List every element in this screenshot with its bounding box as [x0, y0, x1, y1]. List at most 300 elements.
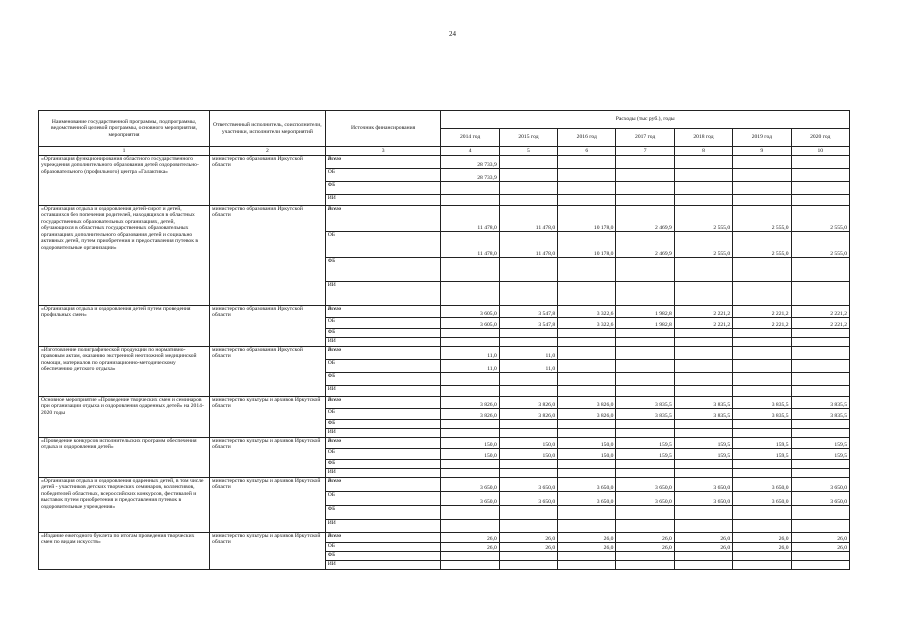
expenses-table [38, 110, 850, 570]
expense-value [499, 329, 557, 338]
expense-value [674, 420, 732, 429]
expense-value [616, 156, 674, 169]
column-index: 9 [733, 147, 791, 156]
expense-value: 3 650,0 [616, 492, 674, 506]
expense-value [674, 169, 732, 182]
expense-value: 3 605,0 [441, 318, 499, 329]
expense-value [441, 506, 499, 520]
expense-value [499, 282, 557, 306]
funding-source: ФБ [325, 460, 441, 469]
expense-value [674, 552, 732, 561]
expense-value: 26,0 [499, 533, 557, 543]
expense-value: 3 650,0 [674, 478, 732, 492]
expense-value [441, 386, 499, 397]
expense-value: 3 650,0 [733, 492, 791, 506]
column-index: 7 [616, 147, 674, 156]
expense-value [441, 329, 499, 338]
table-row [39, 478, 850, 492]
header-year: 2016 год [558, 129, 616, 147]
expense-value: 150,0 [499, 438, 557, 449]
table-row [39, 347, 850, 360]
expense-value: 159,5 [791, 449, 850, 460]
expense-value [791, 373, 850, 386]
responsible-org: министерство образования Иркутской области [210, 206, 326, 306]
expense-value [674, 156, 732, 169]
expense-value: 150,0 [558, 438, 616, 449]
expense-value [616, 386, 674, 397]
expense-value: 159,5 [733, 449, 791, 460]
expense-value [733, 552, 791, 561]
expense-value [499, 182, 557, 195]
expense-value [558, 182, 616, 195]
funding-source: ИИ [325, 429, 441, 438]
expense-value [733, 329, 791, 338]
expense-value: 3 826,0 [558, 409, 616, 420]
expense-value [791, 460, 850, 469]
expense-value: 26,0 [616, 533, 674, 543]
expense-value [616, 347, 674, 360]
expense-value: 10 178,0 [558, 232, 616, 258]
expense-value [674, 561, 732, 570]
expense-value [558, 258, 616, 282]
expense-value [791, 329, 850, 338]
activity-name: «Организация отдыха и оздоровления одаренных детей, в том числе детей - участников детских творческих семинаров, коллективов, победителей областных, всероссийских конкурсов, фестивалей и выставок путем приобретения и предоставления путевок в оздоровительные учреждения» [39, 478, 210, 533]
expense-value [616, 506, 674, 520]
expense-value [499, 429, 557, 438]
expense-value [791, 420, 850, 429]
funding-source: ОБ [325, 169, 441, 182]
expense-value [674, 360, 732, 373]
expense-value: 26,0 [791, 533, 850, 543]
funding-source: ФБ [325, 373, 441, 386]
expense-value [616, 195, 674, 206]
expense-value: 3 650,0 [441, 492, 499, 506]
expense-value [616, 329, 674, 338]
expense-value: 159,5 [616, 438, 674, 449]
expense-value: 11,0 [441, 360, 499, 373]
expense-value [733, 420, 791, 429]
expense-value [499, 520, 557, 533]
expense-value [441, 195, 499, 206]
expense-value [733, 360, 791, 373]
expense-value: 3 650,0 [791, 492, 850, 506]
column-index: 4 [441, 147, 499, 156]
funding-source: Всего [325, 533, 441, 543]
table-row [39, 206, 850, 232]
expense-value [674, 338, 732, 347]
expense-value: 3 547,8 [499, 306, 557, 318]
expense-value [674, 329, 732, 338]
expense-value [791, 386, 850, 397]
expense-value [558, 338, 616, 347]
expense-value [791, 520, 850, 533]
funding-source: ФБ [325, 329, 441, 338]
expense-value: 3 835,5 [616, 397, 674, 409]
expense-value: 3 826,0 [441, 397, 499, 409]
expense-value: 3 650,0 [733, 478, 791, 492]
expense-value: 11,0 [499, 347, 557, 360]
expense-value [791, 282, 850, 306]
expense-value: 159,5 [791, 438, 850, 449]
header-year: 2017 год [616, 129, 674, 147]
expense-value: 26,0 [791, 543, 850, 552]
expense-value: 11 478,0 [441, 232, 499, 258]
funding-source: Всего [325, 306, 441, 318]
expense-value: 3 835,5 [791, 409, 850, 420]
expense-value: 2 555,0 [674, 206, 732, 232]
expense-value [558, 360, 616, 373]
expense-value [674, 506, 732, 520]
expense-value [499, 386, 557, 397]
expense-value [499, 156, 557, 169]
expense-value [791, 469, 850, 478]
expense-value: 3 650,0 [558, 492, 616, 506]
expense-value [558, 329, 616, 338]
funding-source: ФБ [325, 552, 441, 561]
header-year: 2020 год [791, 129, 850, 147]
funding-source: Всего [325, 438, 441, 449]
funding-source: ИИ [325, 282, 441, 306]
expense-value: 3 650,0 [499, 478, 557, 492]
expense-value: 28 733,9 [441, 169, 499, 182]
expense-value: 2 555,0 [791, 206, 850, 232]
expense-value [616, 282, 674, 306]
column-index: 10 [791, 147, 850, 156]
expense-value [499, 420, 557, 429]
expense-value: 3 835,5 [733, 397, 791, 409]
expense-value [558, 169, 616, 182]
expense-value [733, 373, 791, 386]
expense-value: 11 478,0 [499, 232, 557, 258]
expense-value [733, 169, 791, 182]
header-year: 2015 год [499, 129, 557, 147]
expense-value: 3 650,0 [499, 492, 557, 506]
expense-value: 3 650,0 [674, 492, 732, 506]
expense-value [791, 182, 850, 195]
expense-value: 2 469,9 [616, 232, 674, 258]
table-row [39, 156, 850, 169]
expense-value [791, 347, 850, 360]
expense-value [674, 373, 732, 386]
expense-value: 2 555,0 [733, 232, 791, 258]
expense-value [558, 195, 616, 206]
responsible-org: министерство образования Иркутской области [210, 156, 326, 206]
funding-source: ИИ [325, 195, 441, 206]
expense-value [616, 469, 674, 478]
expense-value: 1 982,8 [616, 318, 674, 329]
expense-value [674, 386, 732, 397]
expense-value [616, 420, 674, 429]
table-row [39, 306, 850, 318]
header-responsible: Ответственный исполнитель, соисполнители, участники, исполнители мероприятий [210, 111, 326, 147]
expense-value [616, 552, 674, 561]
expense-value: 2 555,0 [733, 206, 791, 232]
expense-value: 2 221,2 [674, 318, 732, 329]
expense-value: 3 835,5 [616, 409, 674, 420]
expense-value [733, 347, 791, 360]
expense-value [441, 552, 499, 561]
expense-value [499, 469, 557, 478]
activity-name: «Организация отдыха и оздоровления детей путем проведения профильных смен» [39, 306, 210, 347]
expense-value: 26,0 [558, 533, 616, 543]
expense-value [733, 338, 791, 347]
expense-value: 11 478,0 [499, 206, 557, 232]
expense-value [616, 520, 674, 533]
expense-value [733, 520, 791, 533]
expense-value [441, 282, 499, 306]
funding-source: ИИ [325, 338, 441, 347]
expense-value: 26,0 [441, 533, 499, 543]
expense-value [791, 258, 850, 282]
expense-value [616, 169, 674, 182]
expense-value [441, 338, 499, 347]
expense-value [616, 561, 674, 570]
table-row [39, 397, 850, 409]
expense-value: 28 733,9 [441, 156, 499, 169]
expense-value: 26,0 [733, 543, 791, 552]
expense-value [499, 506, 557, 520]
expense-value: 11,0 [499, 360, 557, 373]
expense-value: 3 605,0 [441, 306, 499, 318]
expense-value: 2 221,2 [733, 306, 791, 318]
expense-value: 26,0 [499, 543, 557, 552]
expense-value [441, 520, 499, 533]
expense-value [791, 429, 850, 438]
header-year: 2014 год [441, 129, 499, 147]
expense-value [558, 347, 616, 360]
expense-value [733, 386, 791, 397]
expense-value: 3 826,0 [558, 397, 616, 409]
expense-value: 2 221,2 [674, 306, 732, 318]
responsible-org: министерство культуры и архивов Иркутской области [210, 397, 326, 438]
expense-value [499, 195, 557, 206]
expense-value [558, 520, 616, 533]
expense-value: 11 478,0 [441, 206, 499, 232]
funding-source: ОБ [325, 360, 441, 373]
column-index: 5 [499, 147, 557, 156]
expense-value [791, 360, 850, 373]
expense-value [733, 429, 791, 438]
expense-value: 150,0 [441, 449, 499, 460]
expense-value [674, 282, 732, 306]
expense-value [616, 338, 674, 347]
expense-value: 2 469,9 [616, 206, 674, 232]
expense-value: 150,0 [441, 438, 499, 449]
expense-value: 3 322,6 [558, 306, 616, 318]
expense-value: 3 835,5 [674, 409, 732, 420]
expense-value [558, 156, 616, 169]
expense-value: 26,0 [733, 533, 791, 543]
expense-value [674, 182, 732, 195]
expense-value [558, 506, 616, 520]
header-name: Наименование государственной программы, подпрограммы, ведомственной целевой программы, основного мероприятия, мероприятия [39, 111, 210, 147]
expense-value [674, 347, 732, 360]
expense-value [616, 360, 674, 373]
expense-value: 159,5 [616, 449, 674, 460]
expense-value [674, 520, 732, 533]
expense-value [441, 429, 499, 438]
expense-value: 3 835,5 [733, 409, 791, 420]
expense-value [558, 469, 616, 478]
responsible-org: министерство образования Иркутской области [210, 347, 326, 397]
table-row [39, 533, 850, 543]
expense-value: 150,0 [499, 449, 557, 460]
header-year: 2019 год [733, 129, 791, 147]
expense-value: 3 826,0 [499, 409, 557, 420]
expense-value: 10 178,0 [558, 206, 616, 232]
expense-value: 159,5 [674, 438, 732, 449]
activity-name: «Издание ежегодного буклета по итогам проведения творческих смен по видам искусств» [39, 533, 210, 570]
responsible-org: министерство культуры и архивов Иркутской области [210, 478, 326, 533]
expense-value: 11,0 [441, 347, 499, 360]
expense-value [441, 460, 499, 469]
expense-value: 2 221,2 [791, 318, 850, 329]
expense-value [499, 373, 557, 386]
funding-source: ОБ [325, 492, 441, 506]
expense-value [791, 338, 850, 347]
expense-value [441, 373, 499, 386]
expense-value [558, 373, 616, 386]
funding-source: ОБ [325, 232, 441, 258]
expense-value [499, 169, 557, 182]
expense-value [616, 460, 674, 469]
column-index: 6 [558, 147, 616, 156]
funding-source: ФБ [325, 506, 441, 520]
expense-value [674, 195, 732, 206]
expense-value [733, 469, 791, 478]
funding-source: Всего [325, 478, 441, 492]
expense-value: 159,5 [674, 449, 732, 460]
expense-value: 26,0 [674, 543, 732, 552]
expense-value: 26,0 [558, 543, 616, 552]
column-index: 1 [39, 147, 210, 156]
expense-value: 1 982,8 [616, 306, 674, 318]
expense-value: 3 650,0 [441, 478, 499, 492]
expense-value [674, 429, 732, 438]
expense-value [441, 182, 499, 195]
expense-value [674, 469, 732, 478]
expense-value [499, 561, 557, 570]
activity-name: «Изготовление полиграфической продукции по нормативно-правовым актам, оказанию экстренной неотложной медицинской помощи, материалов по организационно-методическому обеспечению детского отдыха» [39, 347, 210, 397]
expense-value [558, 552, 616, 561]
expense-value [558, 429, 616, 438]
expense-value: 3 650,0 [558, 478, 616, 492]
column-index: 8 [674, 147, 732, 156]
expense-value: 2 221,2 [791, 306, 850, 318]
expense-value: 3 322,6 [558, 318, 616, 329]
funding-source: ФБ [325, 182, 441, 195]
expense-value: 3 650,0 [616, 478, 674, 492]
expense-value [558, 386, 616, 397]
expense-value [499, 258, 557, 282]
table-row [39, 438, 850, 449]
expense-value [791, 156, 850, 169]
activity-name: «Организация функционирования областного государственного учреждения дополнительного образования детей оздоровительно-образовательного (профильного) центра «Галактика» [39, 156, 210, 206]
header-expenses: Расходы (тыс руб.), годы [441, 111, 850, 129]
expense-value: 3 650,0 [791, 478, 850, 492]
column-index: 2 [210, 147, 326, 156]
expense-value [441, 469, 499, 478]
funding-source: Всего [325, 347, 441, 360]
expense-value [733, 506, 791, 520]
expense-value: 159,5 [733, 438, 791, 449]
expense-value [733, 195, 791, 206]
activity-name: «Организация отдыха и оздоровления детей-сирот и детей, оставшихся без попечения родителей, находящихся в областных государственных образовательных организациях, детей, обучающихся в областных государственных образовательных организациях дополнительного образования детей и социально активных детей, путем приобретения и предоставления путевок в оздоровительные организации» [39, 206, 210, 306]
expense-value: 26,0 [616, 543, 674, 552]
expense-value: 3 826,0 [441, 409, 499, 420]
expense-value [616, 429, 674, 438]
expense-value [791, 552, 850, 561]
expense-value [499, 338, 557, 347]
expense-value [558, 460, 616, 469]
expense-value [616, 182, 674, 195]
expense-value [616, 373, 674, 386]
expense-value [674, 460, 732, 469]
funding-source: ИИ [325, 561, 441, 570]
column-index: 3 [325, 147, 441, 156]
funding-source: ИИ [325, 469, 441, 478]
expense-value [791, 195, 850, 206]
expense-value: 2 221,2 [733, 318, 791, 329]
expense-value [791, 169, 850, 182]
page-number: 24 [449, 30, 456, 38]
header-source: Источник финансирования [325, 111, 441, 147]
expense-value [674, 258, 732, 282]
funding-source: ОБ [325, 543, 441, 552]
funding-source: ФБ [325, 258, 441, 282]
expense-value [499, 552, 557, 561]
funding-source: Всего [325, 156, 441, 169]
expense-value [441, 561, 499, 570]
expense-value: 150,0 [558, 449, 616, 460]
funding-source: ОБ [325, 449, 441, 460]
funding-source: ОБ [325, 318, 441, 329]
expense-value [791, 506, 850, 520]
funding-source: Всего [325, 206, 441, 232]
expense-value: 3 835,5 [674, 397, 732, 409]
table-body [39, 156, 850, 570]
responsible-org: министерство культуры и архивов Иркутской области [210, 438, 326, 478]
activity-name: Основное мероприятие «Проведение творческих смен и семинаров при организации отдыха и оздоровления одаренных детей» на 2014-2020 годы [39, 397, 210, 438]
funding-source: ФБ [325, 420, 441, 429]
expense-value [733, 282, 791, 306]
funding-source: Всего [325, 397, 441, 409]
activity-name: «Проведение конкурсов исполнительских программ обеспечения отдыха и оздоровления детей» [39, 438, 210, 478]
funding-source: ИИ [325, 520, 441, 533]
expense-value: 3 547,8 [499, 318, 557, 329]
expense-value [733, 460, 791, 469]
expense-value: 26,0 [674, 533, 732, 543]
expense-value [558, 561, 616, 570]
expense-value [499, 460, 557, 469]
expense-value [558, 420, 616, 429]
expense-value: 2 555,0 [791, 232, 850, 258]
funding-source: ОБ [325, 409, 441, 420]
expense-value [733, 182, 791, 195]
expense-value [616, 258, 674, 282]
expense-value [733, 156, 791, 169]
expense-value: 3 835,5 [791, 397, 850, 409]
expense-value: 2 555,0 [674, 232, 732, 258]
funding-source: ИИ [325, 386, 441, 397]
expense-value [791, 561, 850, 570]
expense-value: 3 826,0 [499, 397, 557, 409]
expense-value [441, 420, 499, 429]
expense-value [733, 258, 791, 282]
responsible-org: министерство культуры и архивов Иркутской области [210, 533, 326, 570]
expense-value [441, 258, 499, 282]
responsible-org: министерство образования Иркутской области [210, 306, 326, 347]
